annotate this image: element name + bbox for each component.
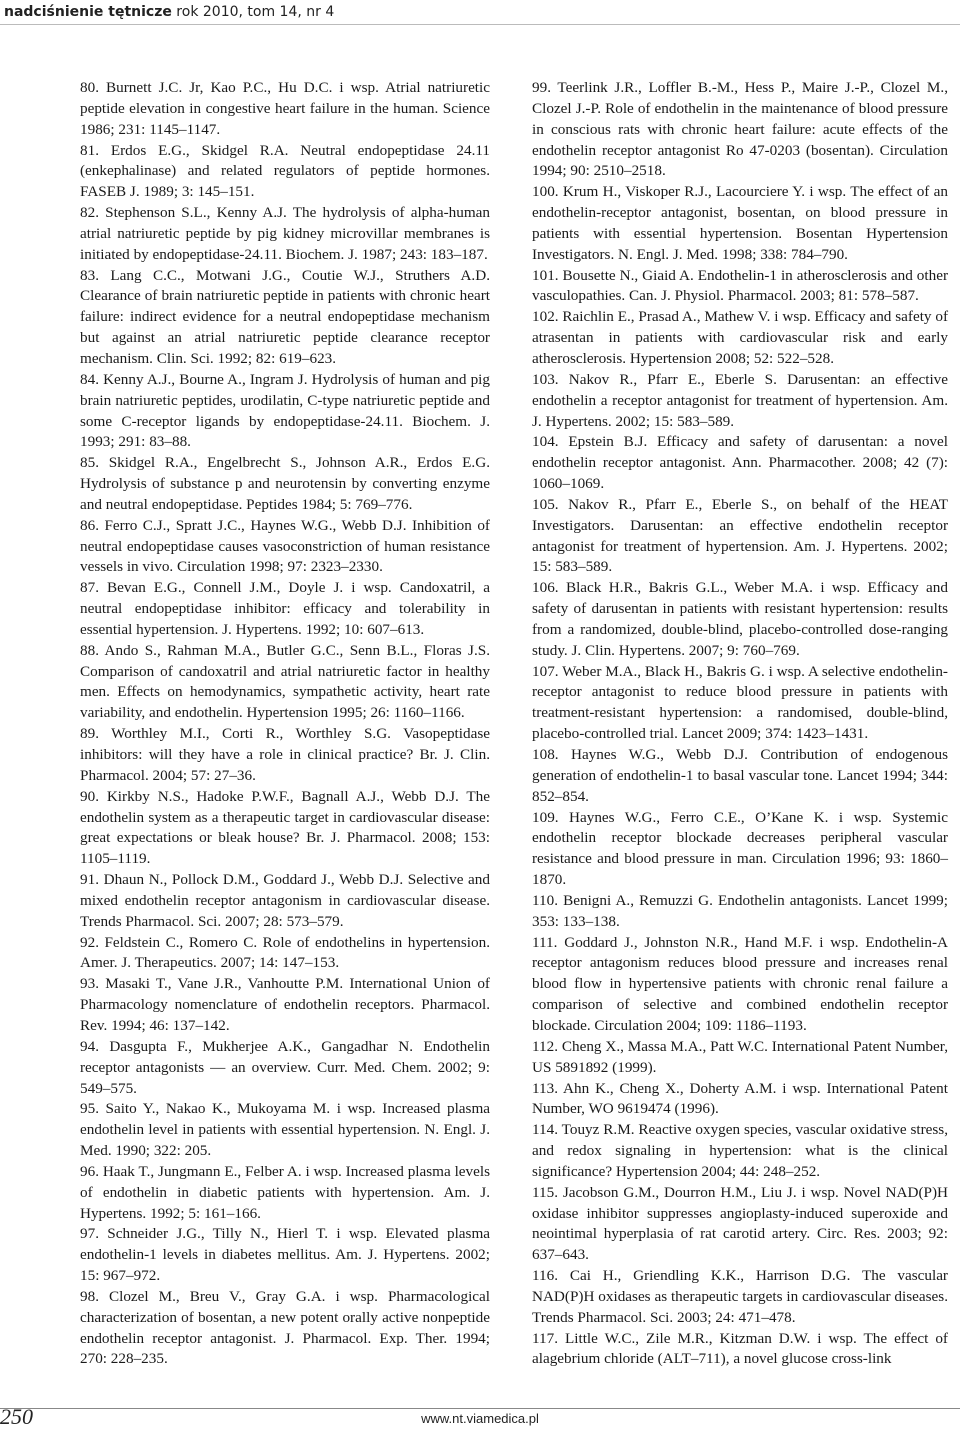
reference-item: 86. Ferro C.J., Spratt J.C., Haynes W.G., Webb D.J. Inhibition of neutral endopeptidase causes vasoconstriction of human resistance vessels in vivo. Circulation 1998; 97: 2323–2330. — [80, 516, 490, 576]
reference-item: 115. Jacobson G.M., Dourron H.M., Liu J. i wsp. Novel NAD(P)H oxidase inhibitor suppresses angioplasty-induced superoxide and neointimal hyperplasia of rat carotid artery. Circ. Res. 2003; 92: 637–643. — [532, 1183, 948, 1264]
reference-item: 84. Kenny A.J., Bourne A., Ingram J. Hydrolysis of human and pig brain natriuretic peptides, urodilatin, C-type natriuretic peptide and some C-receptor ligands by endopeptidase-24.11. Biochem. J. 1993; 291: 83–88. — [80, 370, 490, 451]
reference-item: 103. Nakov R., Pfarr E., Eberle S. Darusentan: an effective endothelin a receptor antagonist for treatment of hypertension. Am. J. Hypertens. 2002; 15: 583–589. — [532, 370, 948, 430]
reference-item: 83. Lang C.C., Motwani J.G., Coutie W.J., Struthers A.D. Clearance of brain natriuretic peptide in patients with chronic heart failure: indirect evidence for a neutral endopeptidase mechanism but against an atrial natriuretic peptide clearance receptor mechanism. Clin. Sci. 1992; 82: 619–623. — [80, 266, 490, 367]
running-header — [0, 0, 960, 28]
references-right-column — [532, 78, 948, 1370]
reference-item: 93. Masaki T., Vane J.R., Vanhoutte P.M. International Union of Pharmacology nomenclature of endothelin receptors. Pharmacol. Rev. 1994; 46: 137–142. — [80, 975, 490, 1034]
page-footer — [0, 1392, 960, 1431]
reference-item: 101. Bousette N., Giaid A. Endothelin-1 in atherosclerosis and other vasculopathies. Can. J. Physiol. Pharmacol. 2003; 81: 578–587. — [532, 266, 948, 305]
reference-item: 117. Little W.C., Zile M.R., Kitzman D.W. i wsp. The effect of alagebrium chloride (ALT–711), a novel glucose cross-link — [532, 1329, 948, 1368]
reference-item: 111. Goddard J., Johnston N.R., Hand M.F. i wsp. Endothelin-A receptor antagonism reduces blood pressure and increases renal blood flow in hypertensive patients with chronic renal failure a comparison of selective and combined endothelin receptor blockade. Circulation 2004; 109: 1186–1193. — [532, 933, 948, 1034]
reference-item: 102. Raichlin E., Prasad A., Mathew V. i wsp. Efficacy and safety of atrasentan in patients with cardiovascular risk and early atherosclerosis. Hypertension 2008; 52: 522–528. — [532, 308, 948, 367]
reference-item: 97. Schneider J.G., Tilly N., Hierl T. i wsp. Elevated plasma endothelin-1 levels in diabetes mellitus. Am. J. Hypertens. 2002; 15: 967–972. — [80, 1225, 490, 1285]
reference-item: 89. Worthley M.I., Corti R., Worthley S.G. Vasopeptidase inhibitors: will they have a role in clinical practice? Br. J. Clin. Pharmacol. 2004; 57: 27–36. — [80, 725, 490, 784]
footer-rule — [0, 1408, 960, 1409]
reference-item: 96. Haak T., Jungmann E., Felber A. i wsp. Increased plasma levels of endothelin in diabetic patients with hypertension. Am. J. Hypertens. 1992; 5: 161–166. — [80, 1162, 490, 1222]
reference-item: 107. Weber M.A., Black H., Bakris G. i wsp. A selective endothelin-receptor antagonist to reduce blood pressure in patients with treatment-resistant hypertension: a randomised, double-blind, placebo-controlled trial. Lancet 2009; 374: 1423–1431. — [532, 662, 948, 743]
reference-item: 104. Epstein B.J. Efficacy and safety of darusentan: a novel endothelin receptor antagonist. Ann. Pharmacother. 2008; 42 (7): 1060–1069. — [532, 433, 948, 493]
journal-info — [4, 0, 334, 24]
reference-item: 81. Erdos E.G., Skidgel R.A. Neutral endopeptidase 24.11 (enkephalinase) and related regulators of peptide hormones. FASEB J. 1989; 3: 145–151. — [80, 141, 490, 201]
reference-item: 87. Bevan E.G., Connell J.M., Doyle J. i wsp. Candoxatril, a neutral endopeptidase inhibitor: efficacy and tolerability in essential hypertension. J. Hypertens. 1992; 10: 607–613. — [80, 579, 490, 638]
reference-item: 99. Teerlink J.R., Loffler B.-M., Hess P., Maire J.-P., Clozel M., Clozel J.-P. Role of endothelin in the maintenance of blood pressure in conscious rats with chronic heart failure: acute effects of the endothelin receptor antagonist Ro 47-0203 (bosentan). Circulation 1994; 90: 2510–2518. — [532, 79, 948, 180]
reference-item: 80. Burnett J.C. Jr, Kao P.C., Hu D.C. i wsp. Atrial natriuretic peptide elevation in congestive heart failure in the human. Science 1986; 231: 1145–1147. — [80, 79, 490, 138]
reference-item: 88. Ando S., Rahman M.A., Butler G.C., Senn B.L., Floras J.S. Comparison of candoxatril and atrial natriuretic factor in healthy men. Effects on hemodynamics, sympathetic activity, heart rate variability, and endothelin. Hypertension 1995; 26: 1160–1166. — [80, 641, 490, 722]
reference-item: 114. Touyz R.M. Reactive oxygen species, vascular oxidative stress, and redox signaling in hypertension: what is the clinical significance? Hypertension 2004; 44: 248–252. — [532, 1121, 948, 1180]
reference-item: 110. Benigni A., Remuzzi G. Endothelin antagonists. Lancet 1999; 353: 133–138. — [532, 891, 948, 930]
reference-item: 94. Dasgupta F., Mukherjee A.K., Gangadhar N. Endothelin receptor antagonists — an overview. Curr. Med. Chem. 2002; 9: 549–575. — [80, 1037, 490, 1097]
reference-item: 90. Kirkby N.S., Hadoke P.W.F., Bagnall A.J., Webb D.J. The endothelin system as a therapeutic target in cardiovascular disease: great expectations or bleak house? Br. J. Pharmacol. 2008; 153: 1105–1119. — [80, 787, 490, 868]
references-left-column — [80, 78, 490, 1370]
reference-item: 105. Nakov R., Pfarr E., Eberle S., on behalf of the HEAT Investigators. Darusentan: an effective endothelin receptor antagonist for treatment of hypertension. Am. J. Hypertens. 2002; 15: 583–589. — [532, 495, 948, 576]
reference-item: 100. Krum H., Viskoper R.J., Lacourciere Y. i wsp. The effect of an endothelin-receptor antagonist, bosentan, on blood pressure in patients with essential hypertension. Bosentan Hypertension Investigators. N. Engl. J. Med. 1998; 338: 784–790. — [532, 183, 948, 263]
journal-issue: rok 2010, tom 14, nr 4 — [171, 4, 335, 20]
reference-item: 82. Stephenson S.L., Kenny A.J. The hydrolysis of alpha-human atrial natriuretic peptide by pig kidney microvillar membranes is initiated by endopeptidase-24.11. Biochem. J. 1987; 243: 183–187. — [80, 204, 490, 263]
reference-item: 106. Black H.R., Bakris G.L., Weber M.A. i wsp. Efficacy and safety of darusentan in patients with resistant hypertension: results from a randomized, double-blind, placebo-controlled dose-ranging study. J. Clin. Hypertens. 2007; 9: 760–769. — [532, 579, 948, 659]
reference-item: 92. Feldstein C., Romero C. Role of endothelins in hypertension. Amer. J. Therapeutics. 2007; 14: 147–153. — [80, 933, 490, 972]
reference-item: 113. Ahn K., Cheng X., Doherty A.M. i wsp. International Patent Number, WO 9619474 (1996). — [532, 1079, 948, 1118]
reference-item: 112. Cheng X., Massa M.A., Patt W.C. International Patent Number, US 5891892 (1999). — [532, 1037, 948, 1076]
reference-item: 98. Clozel M., Breu V., Gray G.A. i wsp. Pharmacological characterization of bosentan, a new potent orally active nonpeptide endothelin receptor antagonist. J. Pharmacol. Exp. Ther. 1994; 270: 228–235. — [80, 1287, 490, 1368]
journal-title: nadciśnienie tętnicze — [4, 4, 172, 20]
header-rule — [0, 24, 960, 25]
reference-item: 116. Cai H., Griendling K.K., Harrison D.G. The vascular NAD(P)H oxidases as therapeutic targets in cardiovascular diseases. Trends Pharmacol. Sci. 2003; 24: 471–478. — [532, 1267, 948, 1326]
page-number: 250 — [0, 1404, 33, 1429]
reference-item: 109. Haynes W.G., Ferro C.E., O’Kane K. i wsp. Systemic endothelin receptor blockade decreases peripheral vascular resistance and blood pressure in man. Circulation 1996; 93: 1860–1870. — [532, 808, 948, 889]
reference-item: 108. Haynes W.G., Webb D.J. Contribution of endogenous generation of endothelin-1 to basal vascular tone. Lancet 1994; 344: 852–854. — [532, 746, 948, 805]
reference-item: 95. Saito Y., Nakao K., Mukoyama M. i wsp. Increased plasma endothelin level in patients with essential hypertension. N. Engl. J. Med. 1990; 322: 205. — [80, 1100, 490, 1160]
reference-item: 91. Dhaun N., Pollock D.M., Goddard J., Webb D.J. Selective and mixed endothelin receptor antagonism in cardiovascular disease. Trends Pharmacol. Sci. 2007; 28: 573–579. — [80, 871, 490, 930]
footer-url: www.nt.viamedica.pl — [421, 1411, 539, 1426]
reference-item: 85. Skidgel R.A., Engelbrecht S., Johnson A.R., Erdos E.G. Hydrolysis of substance p and neurotensin by converting enzyme and neutral endopeptidase. Peptides 1984; 5: 769–776. — [80, 454, 490, 513]
